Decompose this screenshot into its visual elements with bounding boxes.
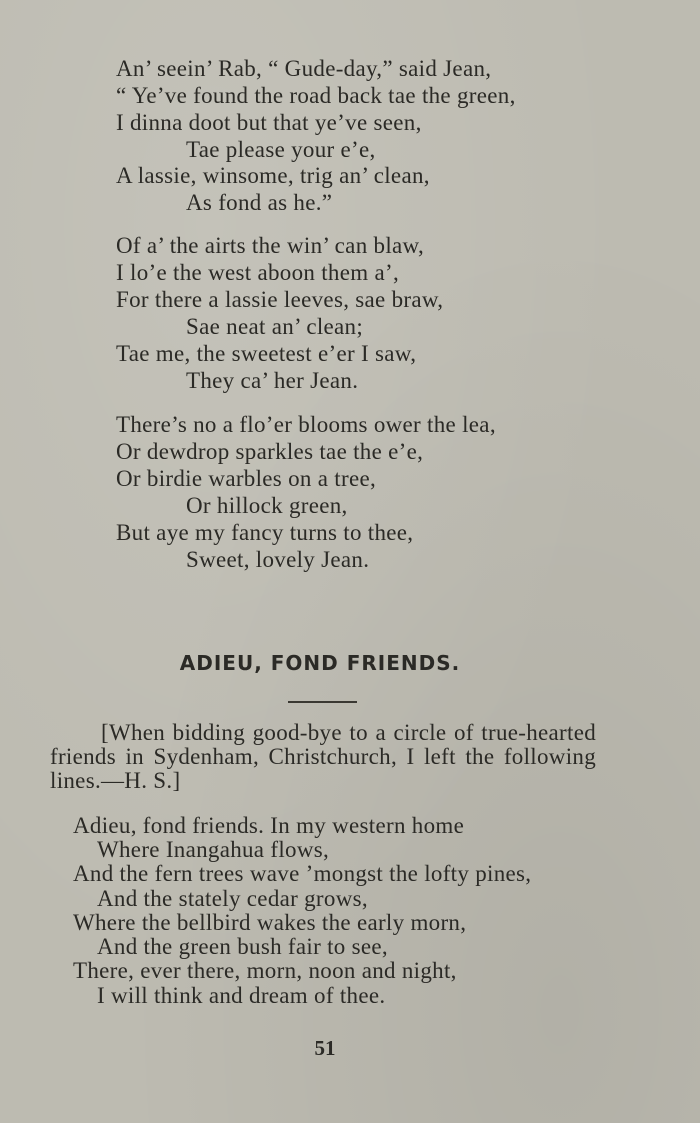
poem-line: Where the bellbird wakes the early morn, [73, 910, 467, 935]
poem-line: But aye my fancy turns to thee, [116, 520, 414, 545]
poem-line: Or hillock green, [186, 493, 348, 518]
poem-line: There, ever there, morn, noon and night, [73, 958, 457, 983]
poem-line: Or birdie warbles on a tree, [116, 466, 377, 491]
page-number: 51 [314, 1036, 336, 1060]
poem-line: As fond as he.” [186, 190, 333, 215]
title-divider [288, 701, 357, 703]
poem-line: Where Inangahua flows, [97, 837, 330, 862]
poem-line: I lo’e the west aboon them a’, [116, 260, 399, 285]
poem-line: A lassie, winsome, trig an’ clean, [116, 163, 430, 188]
poem-line: Tae please your e’e, [186, 137, 376, 162]
poem-line: There’s no a flo’er blooms ower the lea, [116, 412, 496, 437]
poem-line: Sweet, lovely Jean. [186, 547, 370, 572]
poem-line: Of a’ the airts the win’ can blaw, [116, 233, 425, 258]
poem-line: I dinna doot but that ye’ve seen, [116, 110, 422, 135]
poem-line: I will think and dream of thee. [97, 983, 386, 1008]
poem-line: And the stately cedar grows, [97, 886, 368, 911]
poem-line: Adieu, fond friends. In my western home [73, 813, 465, 838]
poem-title: ADIEU, FOND FRIENDS. [179, 651, 461, 675]
poem-line: “ Ye’ve found the road back tae the green, [116, 83, 516, 108]
poem-line: Tae me, the sweetest e’er I saw, [116, 341, 417, 366]
poem-line: Or dewdrop sparkles tae the e’e, [116, 439, 424, 464]
poem-line: An’ seein’ Rab, “ Gude-day,” said Jean, [116, 56, 492, 81]
poem-line: And the fern trees wave ’mongst the lofty pines, [73, 861, 532, 886]
poem-line: And the green bush fair to see, [97, 934, 388, 959]
poem-intro-note: [When bidding good-bye to a circle of true-hearted friends in Sydenham, Christchurch, I left the following lines.—H. S.] [50, 720, 596, 793]
poem-line: Sae neat an’ clean; [186, 314, 364, 339]
poem-line: They ca’ her Jean. [186, 368, 359, 393]
poem-line: For there a lassie leeves, sae braw, [116, 287, 444, 312]
